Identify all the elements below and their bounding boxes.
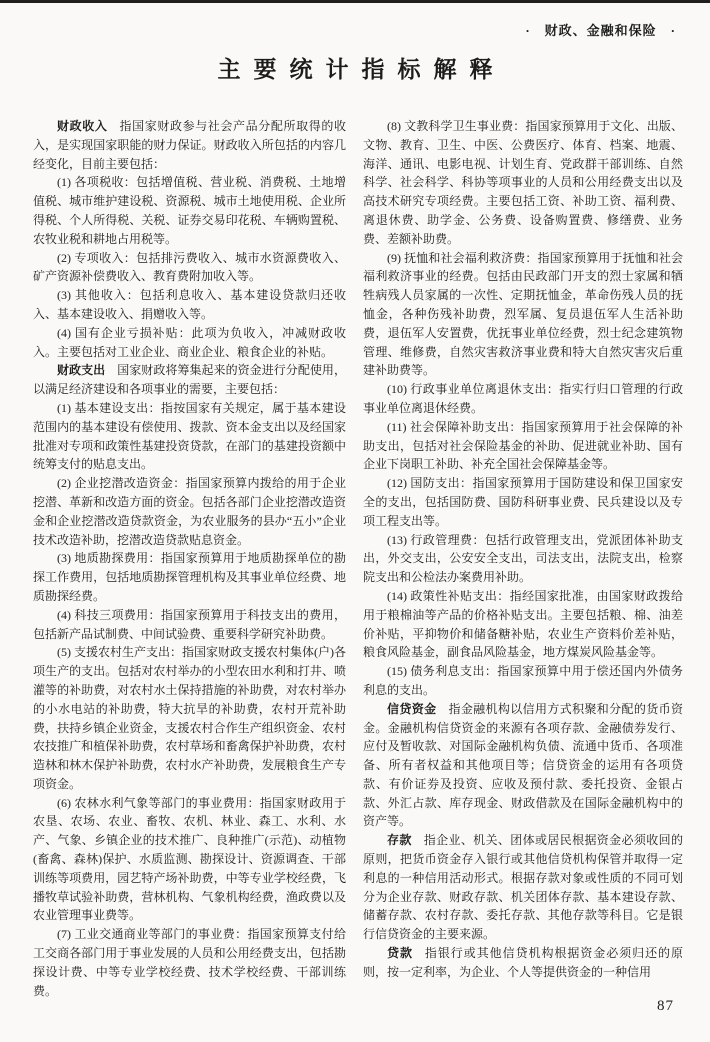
item-paragraph — [33, 794, 346, 926]
definition-paragraph — [33, 361, 346, 399]
item-paragraph — [33, 324, 346, 362]
column-right — [363, 117, 683, 1000]
item-paragraph — [33, 173, 346, 248]
item-paragraph — [33, 474, 346, 549]
item-paragraph — [363, 418, 683, 474]
paragraph-text: 指金融机构以信用方式积聚和分配的货币资金。金融机构信贷资金的来源有各项存款、金融债券发行、应付及暂收款、对国际金融机构负债、流通中货币、各项准备、所有者权益和其他项目等；信贷资金的运用有各项贷款、有价证券及投资、应收及预付款、委托投资、金银占款、外汇占款、库存现金、财政借款及在国际金融机构中的资产等。 — [363, 701, 683, 829]
item-paragraph — [363, 587, 683, 662]
item-paragraph — [33, 286, 346, 324]
item-paragraph — [33, 643, 346, 793]
text-columns — [33, 117, 683, 1000]
item-paragraph — [33, 606, 346, 644]
term-label: 存款 — [387, 833, 412, 848]
paragraph-text: (14) 政策性补贴支出：指经国家批准，由国家财政拨给用于粮棉油等产品的价格补贴支出。主要包括粮、棉、油差价补贴，平抑物价和储备糖补贴，农业生产资料价差补贴，粮食风险基金，副食品风险基金，地方煤炭风险基金等。 — [363, 588, 683, 660]
paragraph-text: 指企业、机关、团体或居民根据资金必须收回的原则，把货币资金存入银行或其他信贷机构保管并取得一定利息的一种信用活动形式。根据存款对象或性质的不同可划分为企业存款、财政存款、机关团体存款、基本建设存款、储蓄存款、农村存款、委托存款、其他存款等科目。它是银行信贷资金的主要来源。 — [363, 833, 683, 942]
paragraph-text: (3) 地质勘探费用：指国家预算用于地质勘探单位的勘探工作费用，包括地质勘探管理机构及其事业单位经费、地质勘探经费。 — [33, 551, 346, 603]
category-header: · 财政、金融和保险 · — [525, 23, 676, 38]
item-paragraph — [33, 399, 346, 474]
item-paragraph — [363, 531, 683, 587]
paragraph-text: 指国家财政参与社会产品分配所取得的收入，是实现国家职能的财力保证。财政收入所包括的内容几经变化，目前主要包括： — [33, 119, 346, 171]
term-label: 贷款 — [387, 946, 413, 961]
item-paragraph — [33, 925, 346, 1000]
paragraph-text: (7) 工业交通商业等部门的事业费：指国家预算支付给工交商各部门用于事业发展的人员和公用经费支出，包括勘探设计费、中等专业学校经费、技术学校经费、干部训练费。 — [33, 927, 346, 998]
paragraph-text: (4) 科技三项费用：指国家预算用于科技支出的费用，包括新产品试制费、中间试验费、重要科学研究补助费。 — [33, 607, 346, 641]
item-paragraph — [33, 549, 346, 605]
paragraph-text: (13) 行政管理费：包括行政管理支出，党派团体补助支出，外交支出，公安安全支出，司法支出，法院支出，检察院支出和公检法办案费用补助。 — [363, 532, 683, 585]
term-label: 信贷资金 — [387, 701, 437, 716]
term-label: 财政支出 — [57, 363, 106, 378]
item-paragraph — [363, 117, 683, 249]
paragraph-text: (2) 企业挖潜改造资金：指国家预算内拨给的用于企业挖潜、革新和改造方面的资金。包括各部门企业挖潜改造资金和企业挖潜改造贷款资金，为农业服务的县办“五小”企业技术改造补助，挖潜改造贷款贴息资金。 — [33, 476, 346, 547]
page-number: 87 — [657, 998, 674, 1014]
paragraph-text: (15) 债务利息支出：指国家预算中用于偿还国内外债务利息的支出。 — [363, 664, 683, 697]
paragraph-text: (11) 社会保障补助支出：指国家预算用于社会保障的补助支出，包括对社会保险基金的补助、促进就业补助、国有企业下岗职工补助、补充全国社会保障基金等。 — [363, 419, 683, 472]
paragraph-text: (9) 抚恤和社会福利救济费：指国家预算用于抚恤和社会福利救济事业的经费。包括由民政部门开支的烈士家属和牺牲病残人员家属的一次性、定期抚恤金，革命伤残人员的抚恤金，各种伤残补助费，烈军属、复员退伍军人生活补助费，退伍军人安置费，优抚事业单位经费，烈士纪念建筑物管理、维修费，自然灾害救济事业费和特大自然灾害灾后重建补助费等。 — [363, 250, 683, 378]
definition-paragraph — [363, 944, 683, 982]
paragraph-text: (3) 其他收入：包括利息收入、基本建设贷款归还收入、基本建设收入、捐赠收入等。 — [33, 288, 346, 321]
term-label: 财政收入 — [57, 119, 108, 133]
paragraph-text: (4) 国有企业亏损补贴：此项为负收入，冲减财政收入。主要包括对工业企业、商业企业、粮食企业的补贴。 — [33, 325, 346, 359]
paragraph-text: (1) 基本建设支出：指按国家有关规定，属于基本建设范围内的基本建设有偿使用、拨款、资本金支出以及经国家批准对专项和政策性基建投资贷款，在部门的基建投资额中统筹支付的贴息支出。 — [33, 400, 346, 472]
paragraph-text: 指银行或其他信贷机构根据资金必须归还的原则，按一定利率，为企业、个人等提供资金的一种信用 — [363, 946, 683, 979]
paragraph-text: (12) 国防支出：指国家预算用于国防建设和保卫国家安全的支出，包括国防费、国防科研事业费、民兵建设以及专项工程支出等。 — [363, 476, 683, 528]
item-paragraph — [363, 474, 683, 530]
paragraph-text: (1) 各项税收：包括增值税、营业税、消费税、土地增值税、城市维护建设税、资源税、城市土地使用税、企业所得税、个人所得税、关税、证券交易印花税、车辆购置税、农牧业税和耕地占用税等。 — [33, 175, 346, 246]
definition-paragraph — [363, 831, 683, 944]
scan-top-edge — [0, 0, 710, 3]
definition-paragraph — [33, 117, 346, 173]
paragraph-text: (5) 支援农村生产支出：指国家财政支援农村集体(户)各项生产的支出。包括对农村举办的小型农田水利和打井、喷灌等的补助费，对农村水土保持措施的补助费，对农村举办的小水电站的补助费，特大抗旱的补助费，农村开荒补助费，扶持乡镇企业资金，支援农村合作生产组织资金、农村农技推广和植保补助费，农村草场和畜禽保护补助费，农村造林和林木保护补助费，农村水产补助费，发展粮食生产专项资金。 — [33, 645, 346, 791]
paragraph-text: (8) 文教科学卫生事业费：指国家预算用于文化、出版、文物、教育、卫生、中医、公费医疗、体育、档案、地震、海洋、通讯、电影电视、计划生育、党政群干部训练、自然科学、社会科学、科协等项事业的人员和公用经费支出以及高技术研究专项经费。主要包括工资、补助工资、福利费、离退休费、助学金、公务费、设备购置费、修缮费、业务费、差额补助费。 — [363, 119, 683, 246]
item-paragraph — [33, 249, 346, 287]
paragraph-text: 国家财政将筹集起来的资金进行分配使用，以满足经济建设和各项事业的需要，主要包括： — [33, 363, 346, 397]
paragraph-text: (6) 农林水利气象等部门的事业费用：指国家财政用于农垦、农场、农业、畜牧、农机、林业、森工、水利、水产、气象、乡镇企业的技术推广、良种推广(示范)、动植物(畜禽、森林)保护、水质监测、勘探设计、资源调查、干部训练等项费用，园艺特产场补助费，中等专业学校经费，飞播牧草试验补助费，营林机构、气象机构经费，渔政费以及农业管理事业费等。 — [33, 795, 346, 923]
page-title: 主要统计指标解释 — [217, 57, 506, 83]
column-left — [33, 117, 346, 1000]
paragraph-text: (10) 行政事业单位离退休支出：指实行归口管理的行政事业单位离退休经费。 — [363, 382, 683, 415]
item-paragraph — [363, 380, 683, 418]
item-paragraph — [363, 249, 683, 381]
paragraph-text: (2) 专项收入：包括排污费收入、城市水资源费收入、矿产资源补偿费收入、教育费附加收入等。 — [33, 250, 346, 284]
definition-paragraph — [363, 700, 683, 832]
item-paragraph — [363, 662, 683, 700]
